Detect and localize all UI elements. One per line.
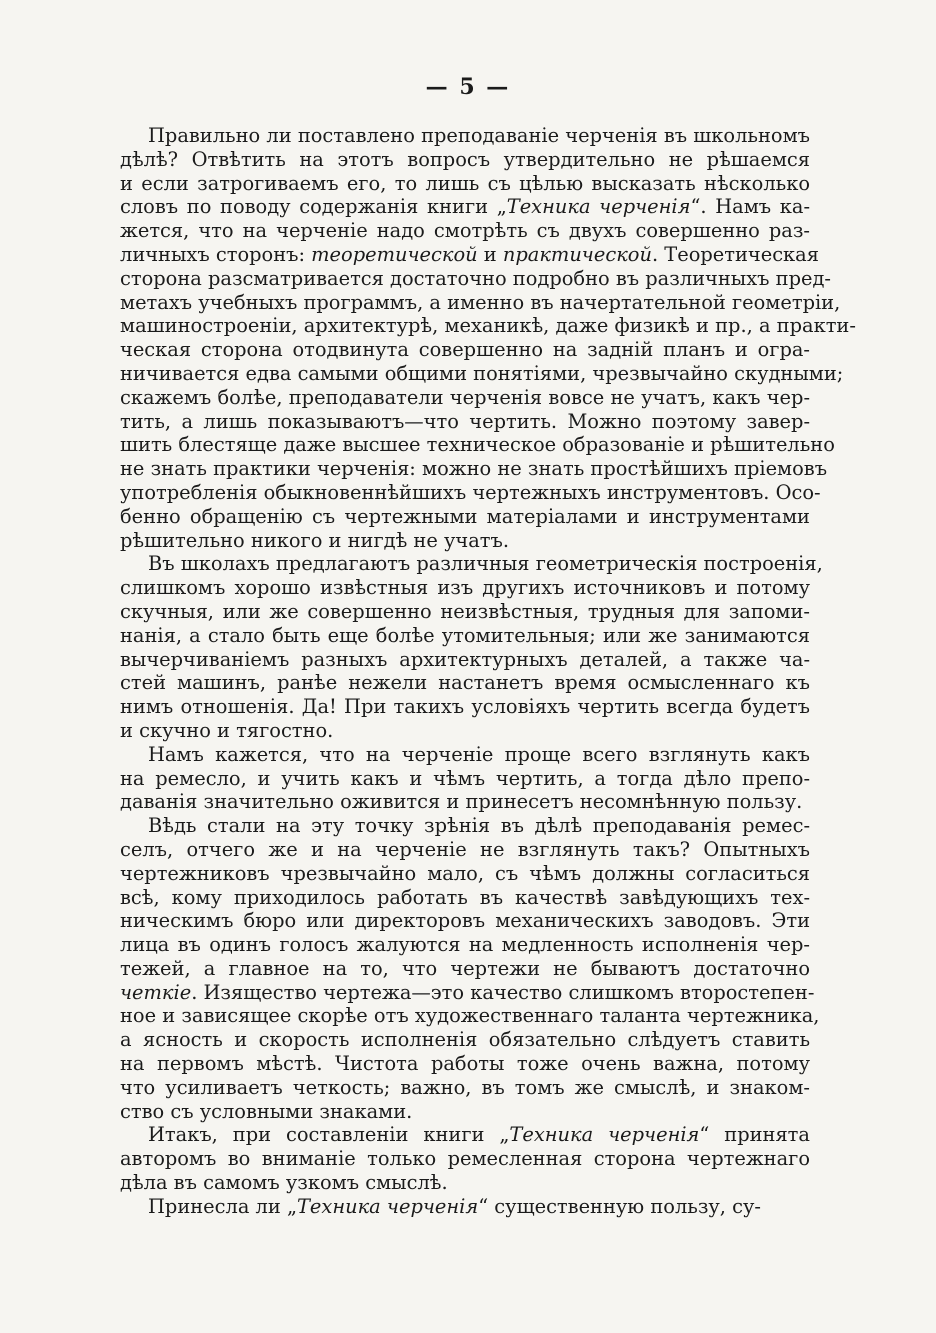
text-line: Правильно ли поставлено преподаваніе черченія въ школьномъ: [148, 124, 810, 147]
text-line: скажемъ болѣе, преподаватели черченія вовсе не учатъ, какъ чер-: [120, 385, 810, 409]
text-line: что усиливаетъ четкость; важно, въ томъ же смыслѣ, и знаком-: [120, 1075, 810, 1099]
text-line: вычерчиваніемъ разныхъ архитектурныхъ деталей, а также ча-: [120, 647, 810, 671]
text-line: ство съ условными знаками.: [120, 1099, 413, 1123]
text-line: лица въ одинъ голосъ жалуются на медленность исполненія чер-: [120, 933, 810, 957]
paragraph: [120, 743, 810, 814]
text-line: рѣшительно никого и нигдѣ не учатъ.: [120, 528, 510, 552]
text-line: тежей, а главное на то, что чертежи не бываютъ достаточно: [120, 956, 810, 980]
text-line: авторомъ во вниманіе только ремесленная сторона чертежнаго: [120, 1147, 810, 1171]
text-line: ное и зависящее скорѣе отъ художественнаго таланта чертежника,: [120, 1004, 820, 1028]
text-line: скучныя, или же совершенно неизвѣстныя, трудныя для запоми-: [120, 599, 810, 623]
text-line: и скучно и тягостно.: [120, 718, 334, 742]
text-line: ческая сторона отодвинута совершенно на задній планъ и огра-: [120, 338, 810, 362]
text-line: а ясность и скорость исполненія обязательно слѣдуетъ ставить: [120, 1028, 810, 1052]
text-line: не знать практики черченія: можно не знать простѣйшихъ пріемовъ: [120, 457, 828, 481]
text-line: нимъ отношенія. Да! При такихъ условіяхъ чертить всегда будетъ: [120, 695, 810, 719]
text-line: даванія значительно оживится и принесетъ несомнѣнную пользу.: [120, 790, 803, 814]
paragraph: [120, 814, 820, 1123]
text-line: дѣла въ самомъ узкомъ смыслѣ.: [120, 1171, 448, 1195]
text-line: Намъ кажется, что на черченіе проще всего взглянуть какъ: [148, 742, 810, 766]
text-line: четкіе. Изящество чертежа—это качество слишкомъ второстепен-: [120, 980, 815, 1004]
text-line: употребленія обыкновеннѣйшихъ чертежныхъ инструментовъ. Осо-: [120, 480, 821, 504]
text-line: Вѣдь стали на эту точку зрѣнія въ дѣлѣ преподаванія ремес-: [148, 814, 810, 838]
text-line: дѣлѣ? Отвѣтить на этотъ вопросъ утвердительно не рѣшаемся: [120, 147, 810, 171]
text-line: личныхъ сторонъ: теоретической и практической. Теоретическая: [120, 242, 819, 266]
text-line: машиностроеніи, архитектурѣ, механикѣ, даже физикѣ и пр., а практи-: [120, 314, 856, 338]
page-number: — 5 —: [425, 74, 511, 100]
paragraph: [120, 124, 856, 552]
paragraph: [120, 1195, 810, 1219]
text-line: Итакъ, при составленіи книги „Техника черченія“ принята: [148, 1123, 810, 1147]
paragraph: [120, 1123, 810, 1194]
text-line: ническимъ бюро или директоровъ механическихъ заводовъ. Эти: [120, 909, 810, 933]
paragraph: [120, 552, 823, 742]
text-line: всѣ, кому приходилось работать въ качествѣ завѣдующихъ тех-: [120, 885, 810, 909]
text-line: жется, что на черченіе надо смотрѣть съ двухъ совершенно раз-: [120, 219, 810, 243]
text-line: нанія, а стало быть еще болѣе утомительныя; или же занимаются: [120, 623, 810, 647]
italic-text: четкіе: [120, 980, 192, 1004]
text-line: стей машинъ, ранѣе нежели настанетъ время осмысленнаго къ: [120, 671, 810, 695]
text-line: ничивается едва самыми общими понятіями, чрезвычайно скудными;: [120, 361, 844, 385]
body-text: [120, 124, 856, 1219]
italic-text: Техника черченія: [509, 1123, 700, 1147]
italic-text: Техника черченія: [297, 1194, 479, 1218]
text-line: сторона разсматривается достаточно подробно въ различныхъ пред-: [120, 266, 831, 290]
text-line: метахъ учебныхъ программъ, а именно въ начертательной геометріи,: [120, 290, 841, 314]
italic-text: теоретической: [311, 242, 478, 266]
text-line: Принесла ли „Техника черченія“ существенную пользу, су-: [148, 1194, 761, 1218]
text-line: тить, а лишь показываютъ—что чертить. Можно поэтому завер-: [120, 409, 810, 433]
italic-text: Техника черченія: [506, 195, 691, 219]
text-line: словъ по поводу содержанія книги „Техника черченія“. Намъ ка-: [120, 195, 811, 219]
text-line: шить блестяще даже высшее техническое образованіе и рѣшительно: [120, 433, 835, 457]
text-line: чертежниковъ чрезвычайно мало, съ чѣмъ должны согласиться: [120, 861, 810, 885]
italic-text: практической: [502, 242, 652, 266]
text-line: слишкомъ хорошо извѣстныя изъ другихъ источниковъ и потому: [120, 576, 810, 600]
text-line: Въ школахъ предлагаютъ различныя геометрическія построенія,: [148, 552, 823, 576]
text-line: на ремесло, и учить какъ и чѣмъ чертить, а тогда дѣло препо-: [120, 766, 810, 790]
text-line: на первомъ мѣстѣ. Чистота работы тоже очень важна, потому: [120, 1052, 810, 1076]
text-line: селъ, отчего же и на черченіе не взглянуть такъ? Опытныхъ: [120, 837, 810, 861]
text-line: и если затрогиваемъ его, то лишь съ цѣлью высказать нѣсколько: [120, 171, 810, 195]
text-line: бенно обращенію съ чертежными матеріалами и инструментами: [120, 504, 810, 528]
